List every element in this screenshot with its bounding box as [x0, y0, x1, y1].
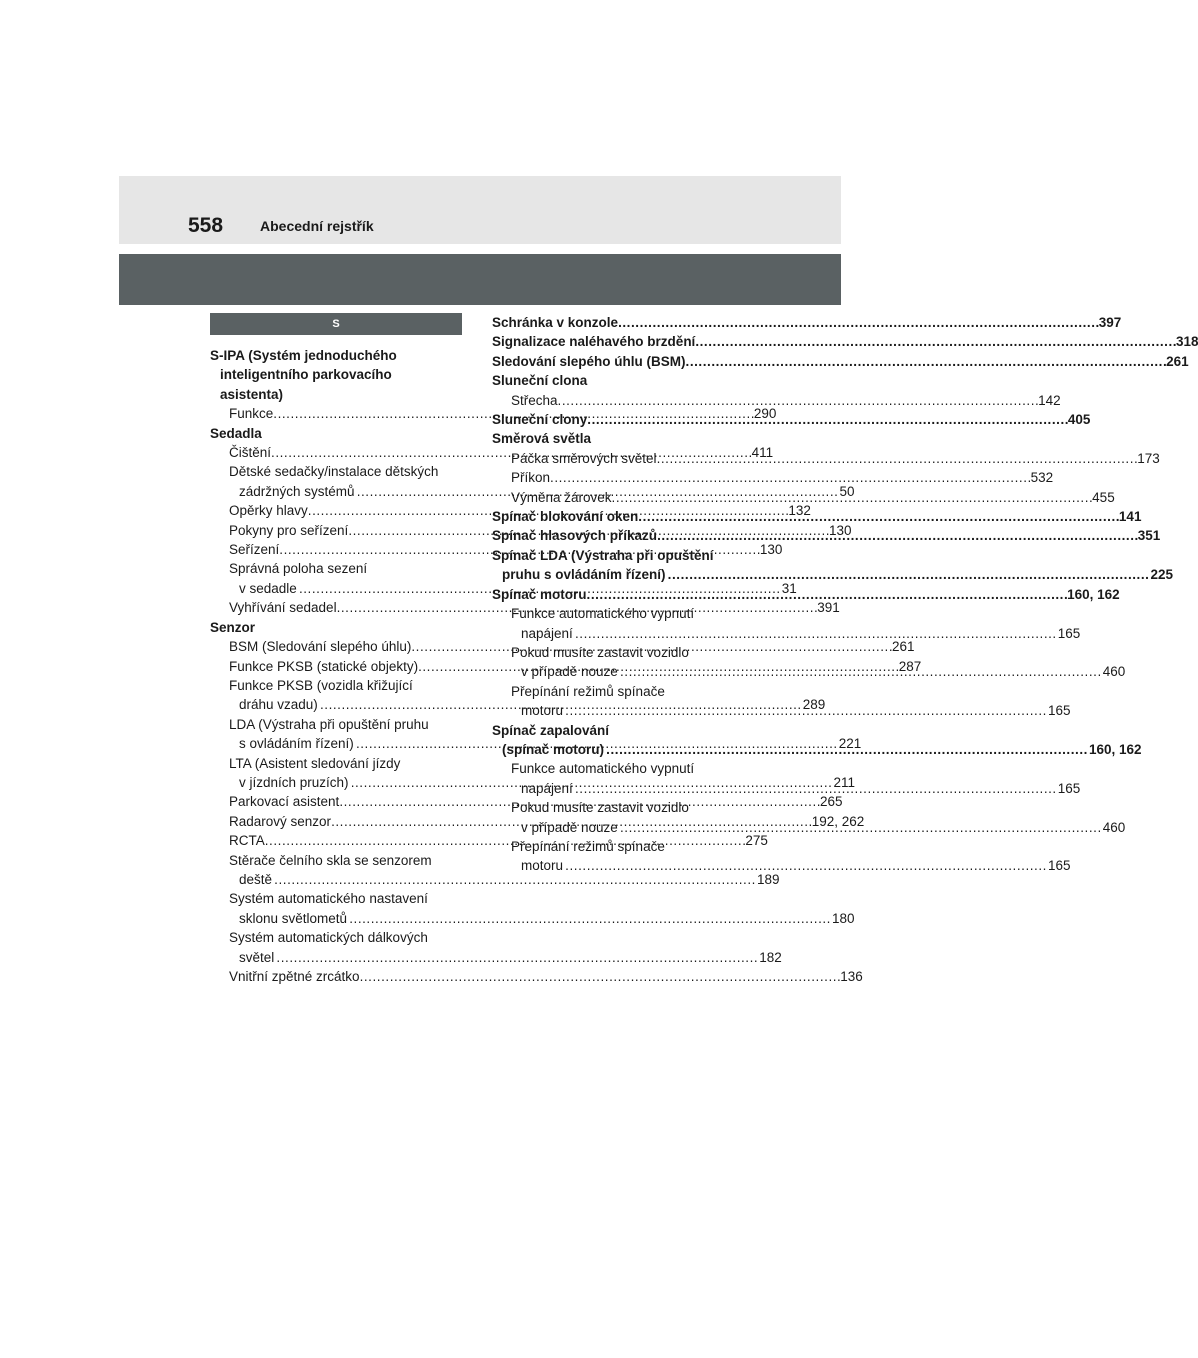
entry-text: dráhu vzadu) [239, 697, 318, 713]
page-ref: 192, 262 [811, 813, 865, 829]
page-ref: 165 [1047, 703, 1071, 719]
page-ref: 225 [1150, 567, 1173, 583]
header-title: Abecední rejstřík [260, 218, 374, 234]
entry-text: Čištění [229, 445, 272, 461]
index-entry-senzor [210, 618, 462, 637]
index-subentry [492, 391, 1061, 410]
page-ref: 397 [1098, 315, 1122, 330]
section-letter-bar: S [210, 313, 462, 335]
page-ref: 289 [802, 697, 826, 713]
entry-text: s ovládáním řízení) [239, 736, 354, 752]
index-entry-sipa [210, 346, 462, 404]
page-ref: 180 [831, 910, 855, 926]
entry-text: LDA (Výstraha při opuštění pruhu [229, 716, 429, 732]
entry-text: Spínač blokování oken [492, 509, 639, 525]
entry-text: Parkovací asistent [229, 794, 340, 810]
page-ref: 275 [745, 833, 768, 849]
entry-text: Páčka směrových světel [511, 450, 657, 466]
entry-text: Vyhřívání sedadel [229, 600, 337, 616]
index-entry-signalizace [492, 332, 1198, 351]
entry-text: motoru [521, 858, 564, 874]
page-ref: 50 [839, 483, 855, 499]
page-ref: 141 [1118, 509, 1142, 525]
index-entry-smerova [492, 429, 743, 448]
entry-text: Spínač zapalování [492, 722, 610, 738]
entry-text: deště [239, 871, 273, 887]
page-ref: 261 [891, 639, 915, 655]
page-ref: 130 [828, 522, 852, 538]
page-ref: 411 [751, 445, 774, 461]
page-ref: 261 [1166, 353, 1189, 369]
entry-text: Funkce PKSB (statické objekty) [229, 658, 419, 674]
page-ref: 211 [833, 774, 855, 790]
entry-text: Opěrky hlavy [229, 503, 308, 519]
page-ref: 160, 162 [1088, 741, 1142, 757]
index-subentry [210, 889, 855, 928]
entry-text: Směrová světla [492, 431, 592, 447]
entry-text: Přepínání režimů spínače [511, 683, 665, 699]
page-ref: 460 [1102, 664, 1126, 680]
entry-text: Signalizace naléhavého brzdění [492, 334, 696, 350]
page-ref: 455 [1092, 489, 1115, 505]
page-ref: 287 [898, 658, 922, 674]
entry-text: Pokyny pro seřízení [229, 522, 349, 538]
entry-text: zádržných systémů [239, 483, 355, 499]
page-ref: 136 [840, 969, 863, 984]
page-ref: 31 [781, 580, 797, 596]
index-entry-sledovani [492, 352, 1189, 371]
page-ref: 165 [1057, 625, 1081, 641]
page-ref: 405 [1067, 412, 1091, 428]
page-ref: 290 [753, 406, 777, 422]
entry-text: v jízdních pruzích) [239, 774, 349, 790]
entry-text: Sluneční clona [492, 373, 588, 389]
index-entry-schranka [492, 313, 1122, 332]
entry-text: RCTA [229, 833, 265, 849]
entry-text: Stěrače čelního skla se senzorem [229, 852, 432, 868]
entry-text: sklonu světlometů [239, 910, 348, 926]
entry-text: pruhu s ovládáním řízení) [502, 567, 666, 583]
entry-text: Sledování slepého úhlu (BSM) [492, 353, 686, 369]
page-ref: 318 [1175, 334, 1198, 350]
entry-text: asistenta) [220, 386, 284, 402]
entry-text: Sluneční clony [492, 412, 588, 428]
page-ref: 460 [1102, 819, 1126, 835]
page-ref: 182 [759, 949, 782, 965]
entry-text: v případě nouze [521, 664, 618, 680]
entry-text: v sedadle [239, 580, 297, 596]
entry-text: Vnitřní zpětné zrcátko [229, 969, 360, 984]
entry-text: napájení [521, 625, 573, 641]
entry-text: Dětské sedačky/instalace dětských [229, 464, 439, 480]
entry-text: Výměna žárovek [511, 489, 612, 505]
entry-text: Systém automatického nastavení [229, 891, 428, 907]
entry-text: Pokud musíte zastavit vozidlo [511, 644, 689, 660]
page-ref: 265 [819, 794, 843, 810]
entry-text: Radarový senzor [229, 813, 332, 829]
entry-text: Systém automatických dálkových [229, 930, 428, 946]
page-ref: 165 [1047, 858, 1071, 874]
entry-text: BSM (Sledování slepého úhlu) [229, 639, 412, 655]
page-number: 558 [188, 214, 224, 237]
index-subentry [492, 468, 1054, 487]
entry-text: Funkce automatického vypnutí [511, 761, 695, 777]
entry-text: Spínač LDA (Výstraha při opuštění [492, 547, 714, 563]
entry-text: Správná poloha sezení [229, 561, 368, 577]
entry-text: Funkce [229, 406, 274, 422]
entry-text: Střecha [511, 392, 558, 408]
page-ref: 173 [1137, 450, 1160, 466]
entry-text: inteligentního parkovacího [220, 367, 392, 383]
entry-text: světel [239, 949, 275, 965]
index-entry-slunecni-clona [492, 371, 743, 390]
entry-text: Funkce automatického vypnutí [511, 606, 695, 622]
page-ref: 132 [788, 503, 811, 519]
page-ref: 391 [817, 600, 840, 616]
index-subentry [210, 928, 782, 967]
entry-text: Spínač hlasových příkazů [492, 528, 658, 544]
page-ref: 165 [1057, 780, 1081, 796]
page-ref: 221 [838, 736, 862, 752]
page-ref: 142 [1038, 392, 1061, 408]
entry-text: S-IPA (Systém jednoduchého [210, 348, 397, 363]
entry-text: v případě nouze [521, 819, 618, 835]
entry-text: Přepínání režimů spínače [511, 838, 665, 854]
entry-text: Funkce PKSB (vozidla křižující [229, 677, 413, 693]
index-subentry [210, 967, 863, 986]
entry-text: Senzor [210, 619, 256, 635]
entry-text: napájení [521, 780, 573, 796]
entry-text: Schránka v konzole [492, 315, 619, 330]
page-ref: 351 [1137, 528, 1161, 544]
entry-text: Seřízení [229, 542, 280, 558]
page-ref: 532 [1030, 470, 1054, 486]
entry-text: Sedadla [210, 425, 262, 441]
page-ref: 160, 162 [1067, 586, 1120, 602]
section-banner [119, 254, 841, 305]
entry-text: LTA (Asistent sledování jízdy [229, 755, 401, 771]
entry-text: (spínač motoru) [502, 741, 605, 757]
index-entry-sedadla [210, 424, 462, 443]
page-ref: 130 [759, 542, 783, 558]
entry-text: Pokud musíte zastavit vozidlo [511, 800, 689, 816]
header-band [119, 176, 841, 244]
entry-text: Příkon [511, 470, 551, 486]
entry-text: motoru [521, 703, 564, 719]
page-ref: 189 [756, 871, 780, 887]
entry-text: Spínač motoru [492, 586, 587, 602]
